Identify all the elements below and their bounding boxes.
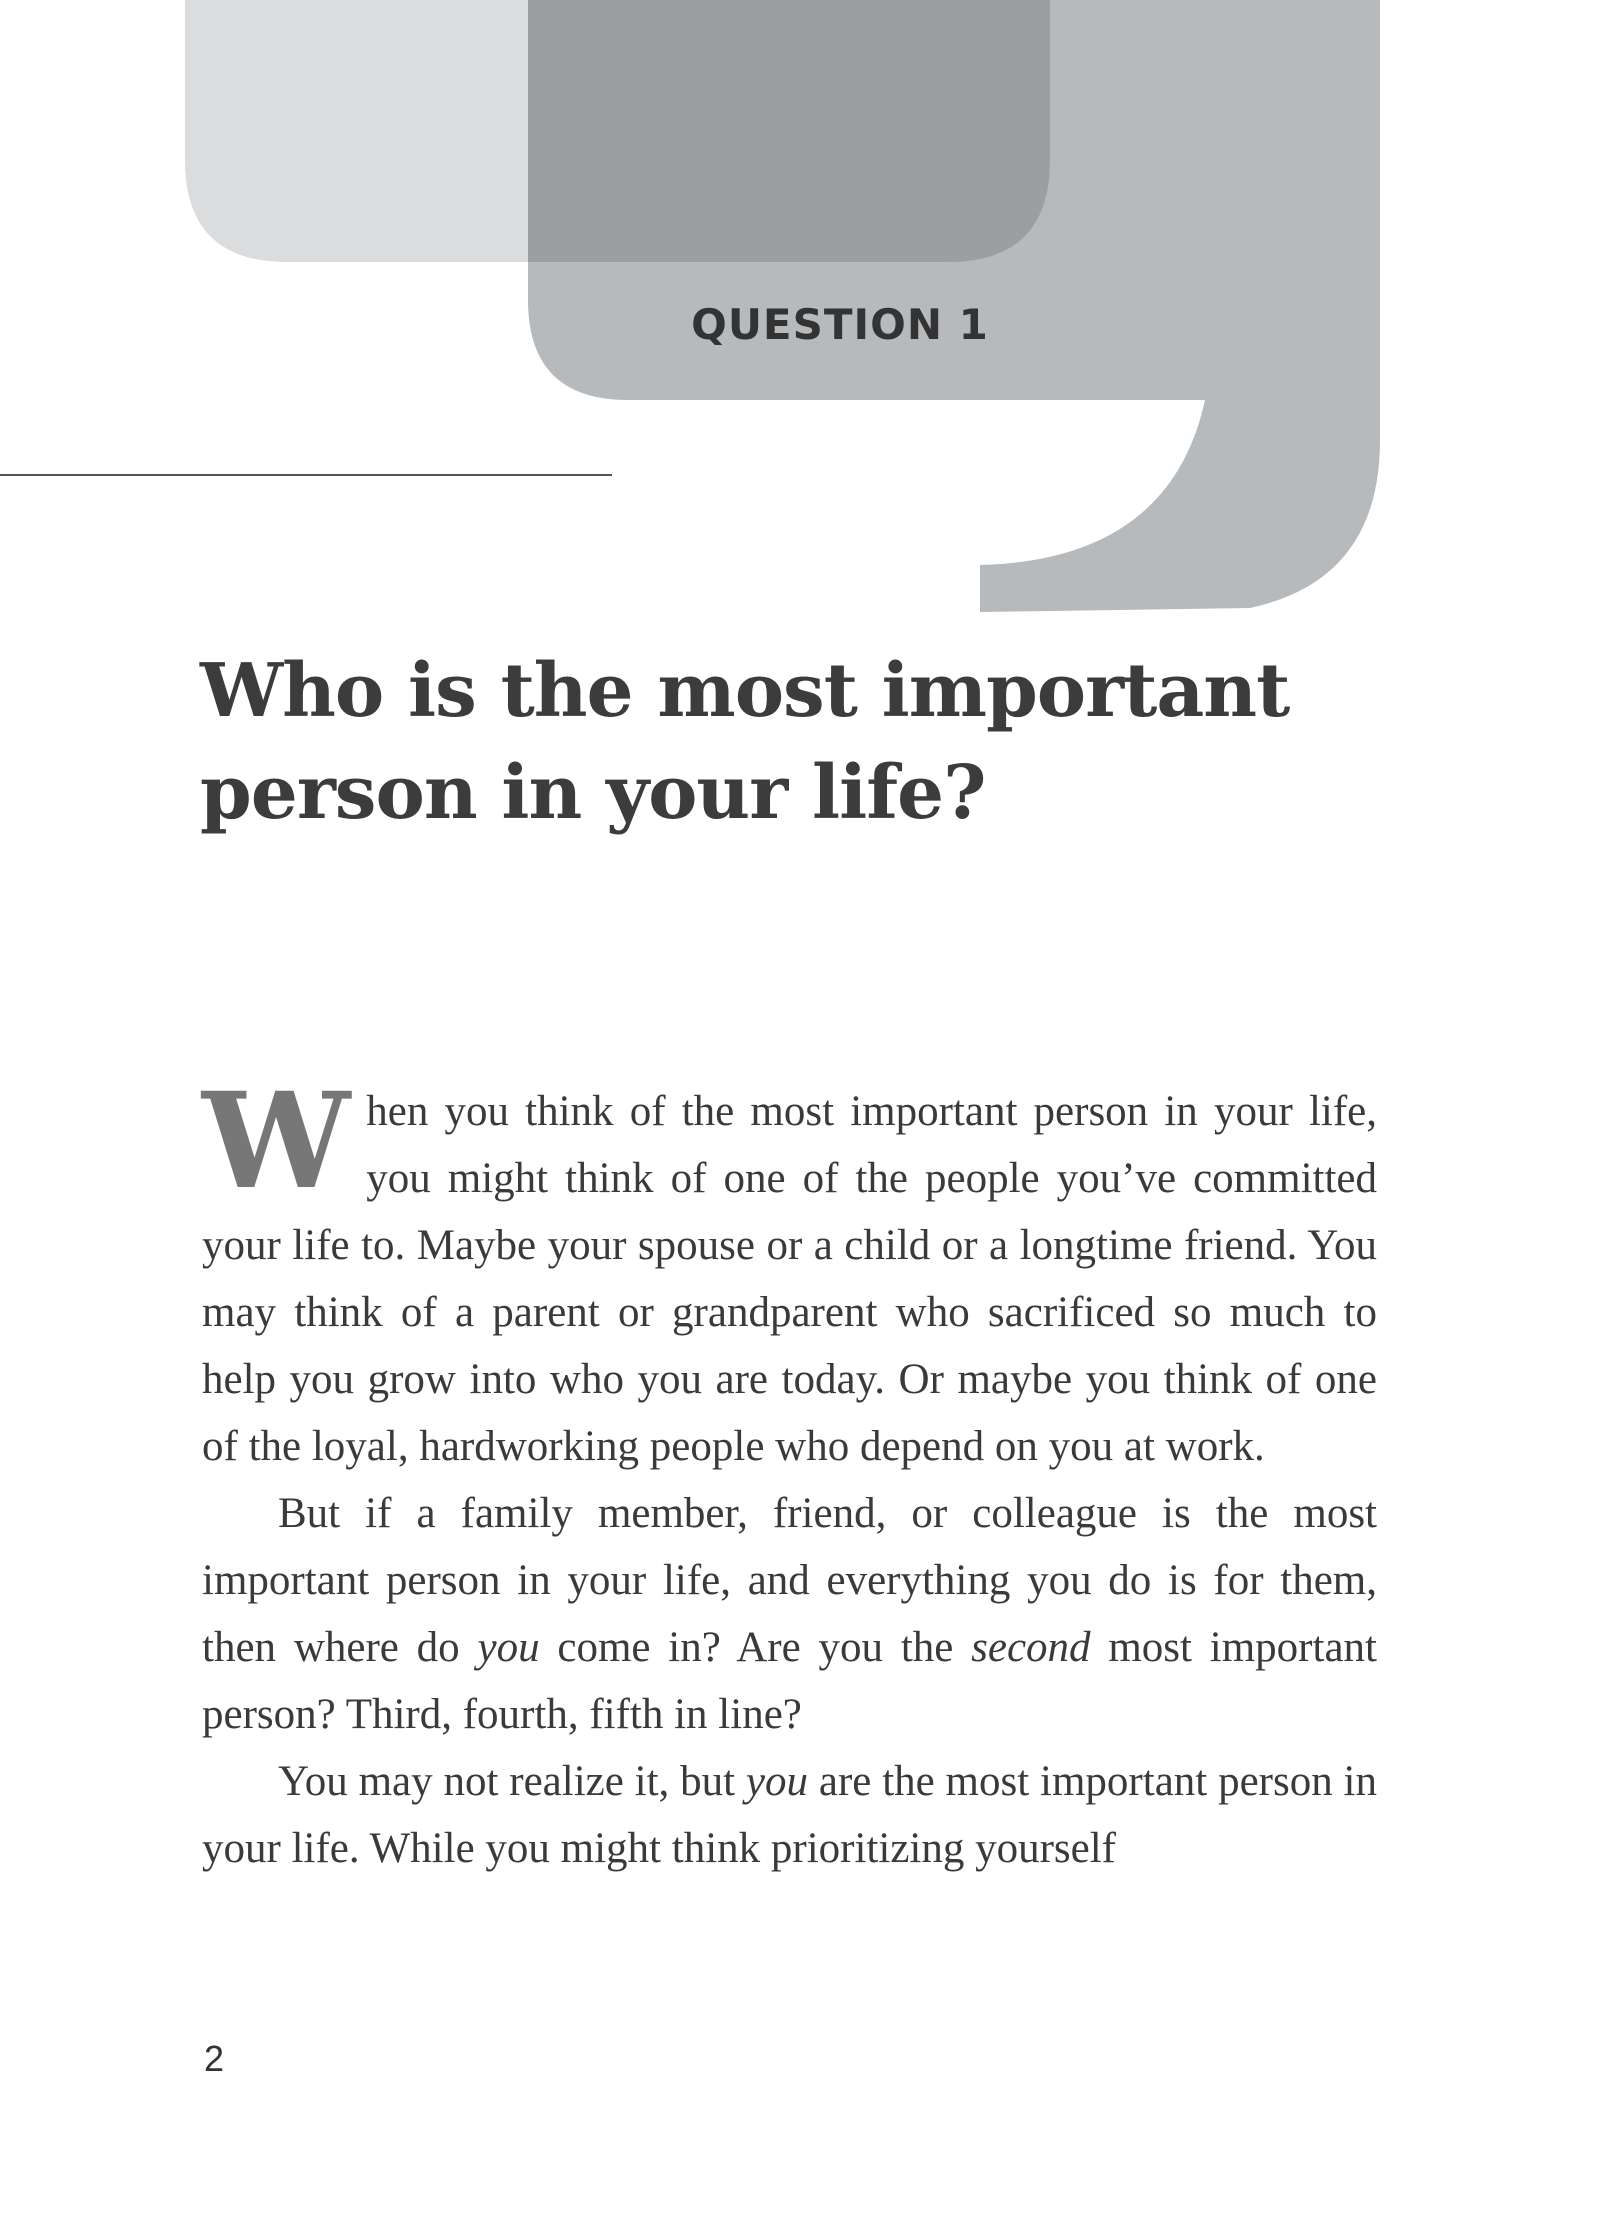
page-title: Who is the most important person in your life?	[200, 648, 1290, 836]
emphasis-second: second	[971, 1624, 1091, 1671]
paragraph-2-part-c: most important person? Third, fourth, fifth in line?	[202, 1624, 1377, 1738]
paragraph-2	[202, 1480, 1377, 1748]
drop-cap: W	[202, 1064, 351, 1219]
paragraph-3	[202, 1748, 1377, 1882]
question-label: QUESTION 1	[691, 300, 989, 349]
paragraph-3-part-a: You may not realize it, but	[278, 1758, 746, 1805]
paragraph-2-part-a: But if a family member, friend, or colleague is the most important person in your life, and everything you do is for them, then where do	[202, 1490, 1377, 1671]
paragraph-1-text: hen you think of the most important person in your life, you might think of one of the people you’ve committed your life to. Maybe your spouse or a child or a longtime friend. You may think of a parent or grandparent who sacrificed so much to help you grow into who you are today. Or maybe you think of one of the loyal, hardworking people who depend on you at work.	[202, 1088, 1377, 1470]
body-text	[202, 1064, 1377, 1882]
paragraph-1	[202, 1064, 1377, 1480]
page-number: 2	[204, 2038, 225, 2079]
paragraph-2-part-b: come in? Are you the	[539, 1624, 972, 1671]
emphasis-you: you	[477, 1624, 540, 1671]
emphasis-you-2: you	[745, 1758, 809, 1805]
paragraph-3-part-b: are the most important person in your life. While you might think prioritizing yourself	[202, 1758, 1377, 1872]
overlap-shape	[528, 0, 1050, 262]
